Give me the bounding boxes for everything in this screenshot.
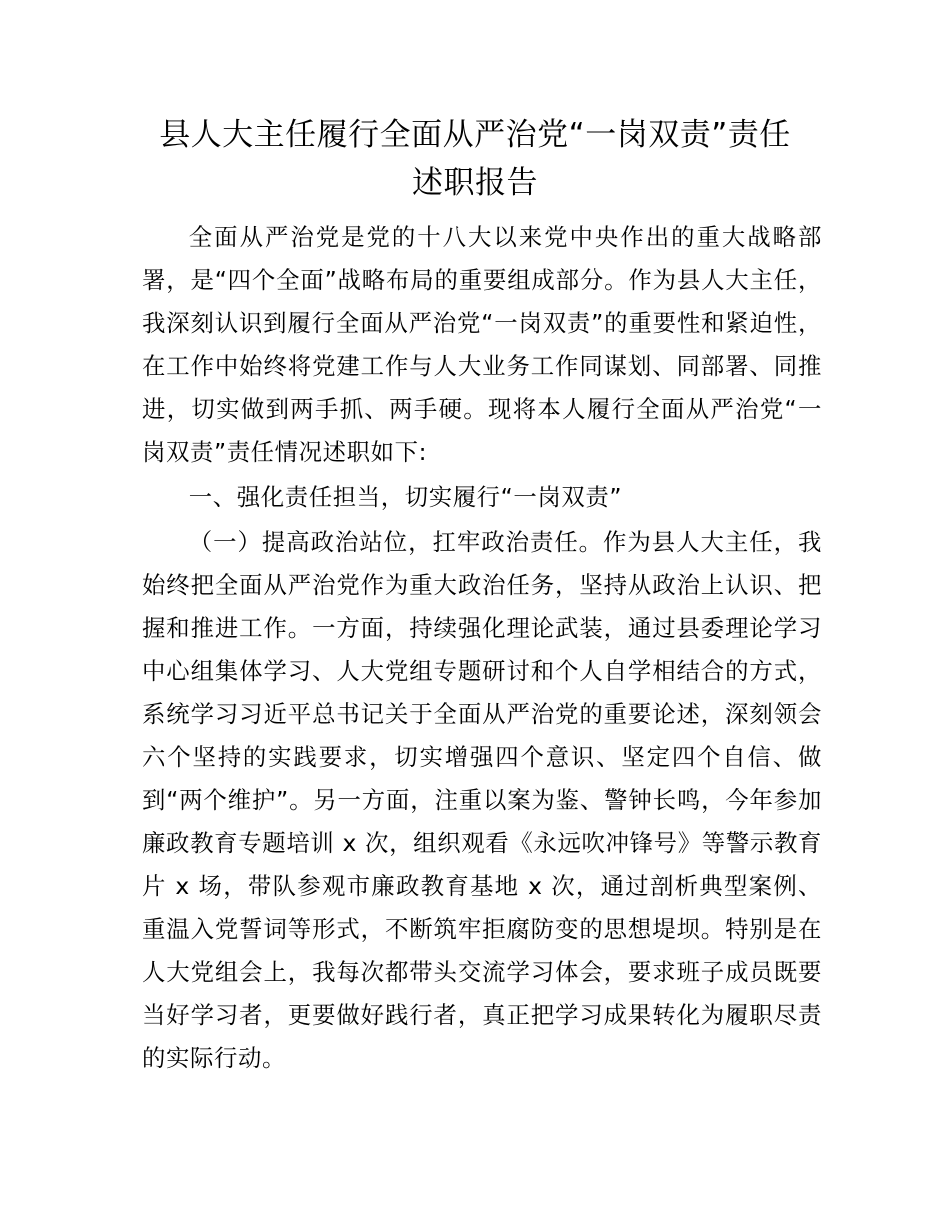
section-heading-1: 一、强化责任担当，切实履行“一岗双责” bbox=[188, 483, 623, 511]
subsection-paragraph-1: （一）提高政治站位，扛牢政治责任。作为县人大主任，我始终把全面从严治党作为重大政治任务，坚持从政治上认识、把握和推进工作。一方面，持续强化理论武装，通过县委理论学习中心组集体学习、人大党组专题研讨和个人自学相结合的方式，系统学习习近平总书记关于全面从严治党的重要论述，深刻领会六个坚持的实践要求，切实增强四个意识、坚定四个自信、做到“两个维护”。另一方面，注重以案为鉴、警钟长鸣，今年参加廉政教育专题培训 x 次，组织观看《永远吹冲锋号》等警示教育片 x 场，带队参观市廉政教育基地 x 次，通过剖析典型案例、重温入党誓词等形式，不断筑牢拒腐防变的思想堤坝。特别是在人大党组会上，我每次都带头交流学习体会，要求班子成员既要当好学习者，更要做好践行者，真正把学习成果转化为履职尽责的实际行动。 bbox=[142, 528, 822, 1072]
document-body bbox=[142, 216, 822, 1080]
intro-paragraph: 全面从严治党是党的十八大以来党中央作出的重大战略部署，是“四个全面”战略布局的重要组成部分。作为县人大主任，我深刻认识到履行全面从严治党“一岗双责”的重要性和紧迫性，在工作中始终将党建工作与人大业务工作同谋划、同部署、同推进，切实做到两手抓、两手硬。现将本人履行全面从严治党“一岗双责”责任情况述职如下: bbox=[142, 223, 822, 466]
document-title-line-2: 述职报告 bbox=[412, 165, 538, 201]
document-title-line-1: 县人大主任履行全面从严治党“一岗双责”责任 bbox=[159, 117, 791, 153]
